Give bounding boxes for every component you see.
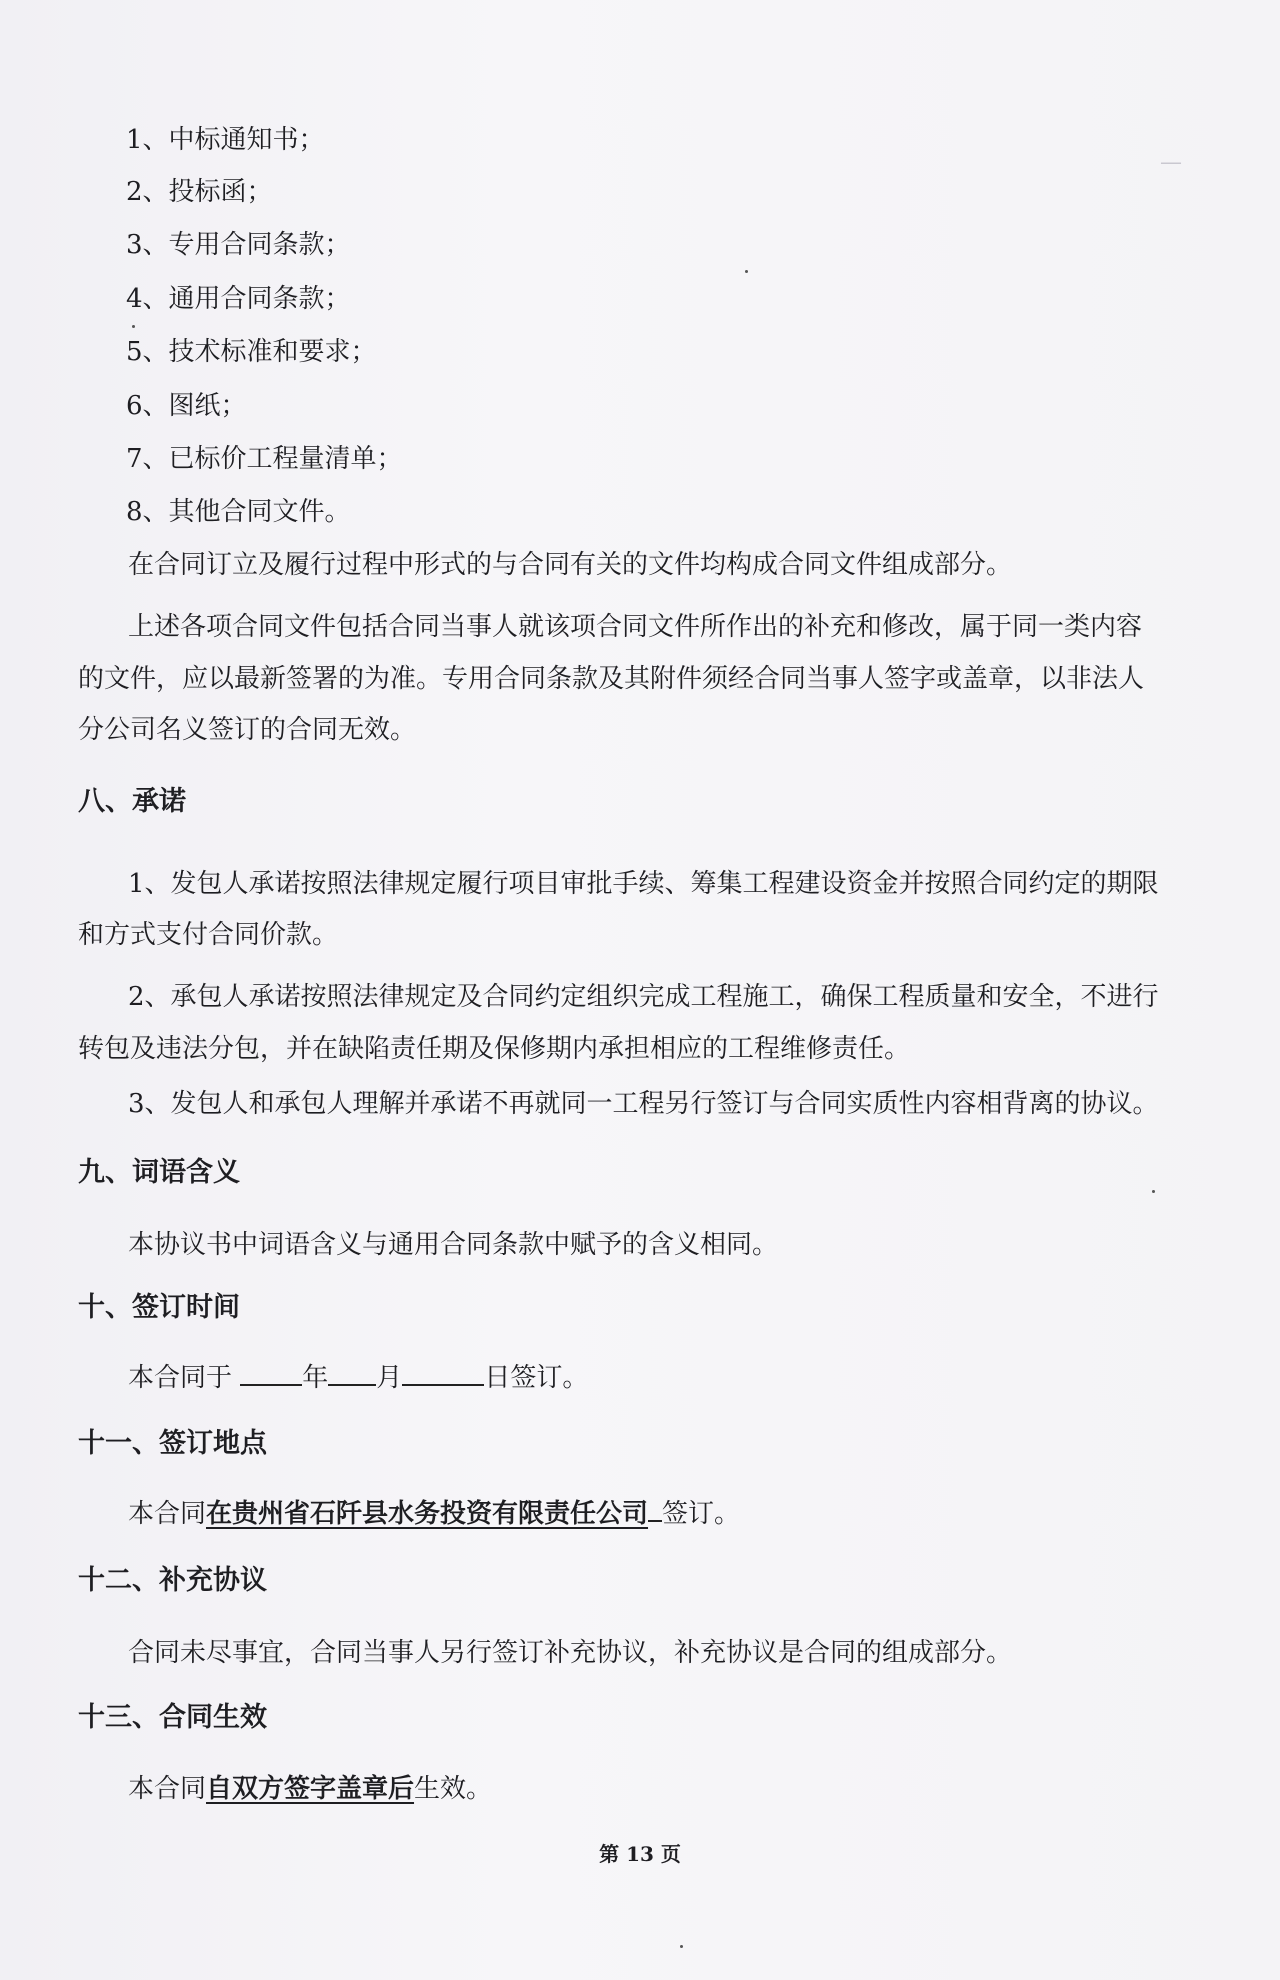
signing-place-name: 在贵州省石阡县水务投资有限责任公司 xyxy=(206,1499,649,1529)
signing-place-prefix: 本合同 xyxy=(128,1499,207,1529)
paragraph-line: 上述各项合同文件包括合同当事人就该项合同文件所作出的补充和修改，属于同一类内容 xyxy=(128,612,1143,642)
section-heading-supplement: 十二、补充协议 xyxy=(78,1565,267,1596)
paragraph-line: 2、承包人承诺按照法律规定及合同约定组织完成工程施工，确保工程质量和安全，不进行 xyxy=(128,982,1159,1012)
section-heading-effectiveness: 十三、合同生效 xyxy=(78,1702,267,1733)
signing-date-line xyxy=(128,1362,588,1394)
list-item: 4、通用合同条款； xyxy=(126,284,351,314)
day-blank xyxy=(402,1362,484,1386)
section-heading-definitions: 九、词语含义 xyxy=(78,1157,240,1188)
list-item: 8、其他合同文件。 xyxy=(126,497,351,527)
signing-date-prefix: 本合同于 xyxy=(128,1363,233,1393)
list-item: 7、已标价工程量清单； xyxy=(126,444,403,474)
day-suffix: 日签订。 xyxy=(484,1363,589,1393)
list-item: 1、中标通知书； xyxy=(126,125,325,155)
month-blank xyxy=(328,1362,376,1386)
paragraph-line: 合同未尽事宜，合同当事人另行签订补充协议，补充协议是合同的组成部分。 xyxy=(128,1638,1013,1668)
year-label: 年 xyxy=(302,1363,329,1393)
year-blank xyxy=(240,1362,302,1386)
paragraph-line: 的文件，应以最新签署的为准。专用合同条款及其附件须经合同当事人签字或盖章，以非法人 xyxy=(78,664,1145,694)
list-item: 2、投标函； xyxy=(126,177,273,207)
month-label: 月 xyxy=(376,1363,403,1393)
list-item: 6、图纸； xyxy=(126,391,247,421)
speck xyxy=(1152,1190,1155,1193)
paragraph-line: 分公司名义签订的合同无效。 xyxy=(78,715,417,745)
page-number: 第 13 页 xyxy=(599,1842,681,1866)
paragraph-contract-documents: 在合同订立及履行过程中形式的与合同有关的文件均构成合同文件组成部分。 xyxy=(128,550,1013,580)
speck xyxy=(132,325,135,328)
paragraph-line: 本协议书中词语含义与通用合同条款中赋予的含义相同。 xyxy=(128,1230,779,1260)
bleed-through-mark: — xyxy=(1160,150,1182,175)
list-item: 5、技术标准和要求； xyxy=(126,337,377,367)
paragraph-line: 转包及违法分包，并在缺陷责任期及保修期内承担相应的工程维修责任。 xyxy=(78,1034,911,1064)
speck xyxy=(745,270,748,273)
signing-place-line xyxy=(128,1498,740,1530)
paragraph-line: 3、发包人和承包人理解并承诺不再就同一工程另行签订与合同实质性内容相背离的协议。 xyxy=(128,1089,1159,1119)
speck xyxy=(680,1945,683,1948)
place-blank xyxy=(648,1498,662,1522)
list-item: 3、专用合同条款； xyxy=(126,230,351,260)
paragraph-line: 1、发包人承诺按照法律规定履行项目审批手续、筹集工程建设资金并按照合同约定的期限 xyxy=(128,869,1159,899)
effectiveness-suffix: 生效。 xyxy=(414,1774,493,1804)
section-heading-commitments: 八、承诺 xyxy=(78,786,186,817)
section-heading-signing-place: 十一、签订地点 xyxy=(78,1428,267,1459)
signing-place-suffix: 签订。 xyxy=(662,1499,741,1529)
paragraph-line: 和方式支付合同价款。 xyxy=(78,920,339,950)
effectiveness-prefix: 本合同 xyxy=(128,1774,207,1804)
section-heading-signing-time: 十、签订时间 xyxy=(78,1292,240,1323)
effectiveness-line xyxy=(128,1773,492,1805)
effectiveness-condition: 自双方签字盖章后 xyxy=(206,1774,415,1804)
